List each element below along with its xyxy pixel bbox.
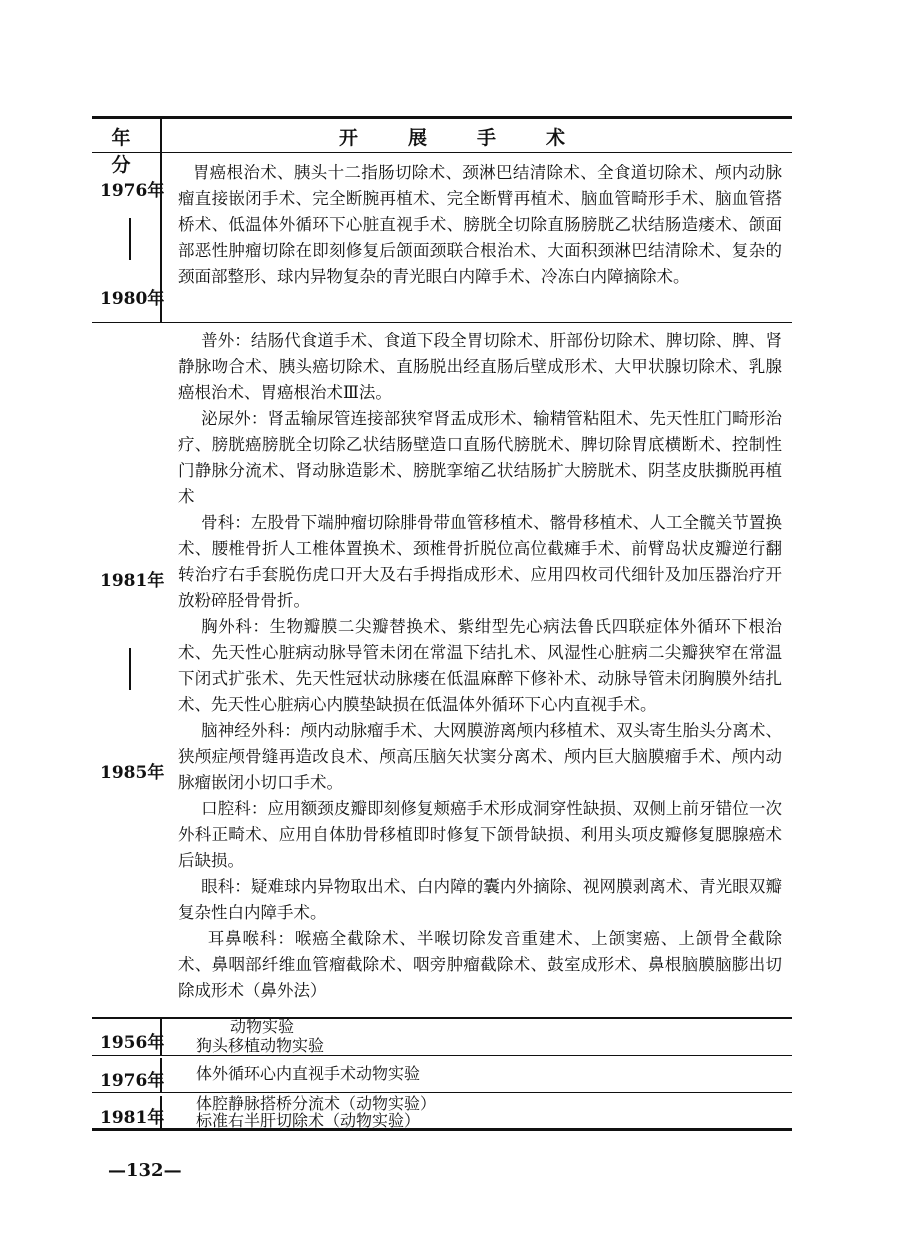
paragraph-stomatology: 口腔科：应用额颈皮瓣即刻修复颊癌手术形成洞穿性缺损、双侧上前牙错位一次外科正畸术、应用自体肋骨移植即时修复下颌骨缺损、利用头项皮瓣修复腮腺癌术后缺损。 <box>178 799 782 870</box>
row1-year-start: 1976年 <box>100 181 165 201</box>
paragraph-general-surgery: 普外：结肠代食道手术、食道下段全胃切除术、肝部份切除术、脾切除、脾、肾静脉吻合术、胰头癌切除术、直肠脱出经直肠后壁成形术、大甲状腺切除术、乳腺癌根治术、胃癌根治术Ⅲ法。 <box>178 331 782 402</box>
paragraph-ophthalmology: 眼科：疑难球内异物取出术、白内障的囊内外摘除、视网膜剥离术、青光眼双瓣复杂性白内障手术。 <box>178 877 782 922</box>
row-divider <box>92 1092 792 1093</box>
header-title: 开展手术 <box>338 127 615 149</box>
row4-year: 1976年 <box>100 1071 165 1091</box>
row5-line: 标准右半肝切除术（动物实验） <box>196 1111 421 1130</box>
header-bottom-rule <box>92 152 792 153</box>
row3-line: 狗头移植动物实验 <box>196 1036 325 1055</box>
paragraph-urology: 泌尿外：肾盂输尿管连接部狭窄肾盂成形术、输精管粘阻术、先天性肛门畸形治疗、膀胱癌膀胱全切除乙状结肠壁造口直肠代膀胱术、脾切除胃底横断术、控制性门静脉分流术、肾动脉造影术、膀胱挛缩乙状结肠扩大膀胱术、阴茎皮肤撕脱再植术 <box>178 409 782 506</box>
row1-paragraph: 胃癌根治术、胰头十二指肠切除术、颈淋巴结清除术、全食道切除术、颅内动脉瘤直接嵌闭手术、完全断腕再植术、完全断臂再植术、脑血管畸形手术、脑血管搭桥术、低温体外循环下心脏直视手术、膀胱全切除直肠膀胱乙状结肠造瘘术、颌面部恶性肿瘤切除在即刻修复后颌面颈联合根治术、大面积颈淋巴结清除术、复杂的颈面部整形、球内异物复杂的青光眼白内障手术、冷冻白内障摘除术。 <box>178 163 782 286</box>
row2-content <box>178 328 782 1004</box>
year-range-bar <box>129 648 131 690</box>
paragraph-ent: 耳鼻喉科：喉癌全截除术、半喉切除发音重建术、上颌窦癌、上颌骨全截除术、鼻咽部纤维血管瘤截除术、咽旁肿瘤截除术、鼓室成形术、鼻根脑膜脑膨出切除成形术（鼻外法） <box>178 929 782 1000</box>
year-range-bar <box>129 218 131 260</box>
row5-year: 1981年 <box>100 1108 165 1128</box>
paragraph-neurosurgery: 脑神经外科：颅内动脉瘤手术、大网膜游离颅内移植术、双头寄生胎头分离术、狭颅症颅骨缝再造改良术、颅高压脑矢状窦分离术、颅内巨大脑膜瘤手术、颅内动脉瘤嵌闭小切口手术。 <box>178 721 782 792</box>
row-divider <box>92 322 792 323</box>
row1-content <box>178 160 782 290</box>
paragraph-orthopedics: 骨科：左股骨下端肿瘤切除腓骨带血管移植术、髂骨移植术、人工全髋关节置换术、腰椎骨折人工椎体置换术、颈椎骨折脱位高位截瘫手术、前臂岛状皮瓣逆行翻转治疗右手套脱伤虎口开大及右手拇指成形术、应用四枚司代细针及加压器治疗开放粉碎胫骨骨折。 <box>178 513 782 610</box>
row5-line: 体腔静脉搭桥分流术（动物实验） <box>196 1094 437 1113</box>
page-number: —132— <box>108 1160 182 1181</box>
row2-year-start: 1981年 <box>100 571 165 591</box>
row-divider <box>92 1017 792 1019</box>
row1-year-end: 1980年 <box>100 289 165 309</box>
row2-year-end: 1985年 <box>100 763 165 783</box>
header-year: 年分 <box>111 127 145 176</box>
table-top-rule <box>92 116 792 119</box>
row4-line: 体外循环心内直视手术动物实验 <box>196 1064 421 1083</box>
row3-line: 动物实验 <box>230 1017 295 1036</box>
row3-year: 1956年 <box>100 1033 165 1053</box>
paragraph-thoracic-surgery: 胸外科：生物瓣膜二尖瓣替换术、紫绀型先心病法鲁氏四联症体外循环下根治术、先天性心脏病动脉导管未闭在常温下结扎术、风湿性心脏病二尖瓣狭窄在常温下闭式扩张术、先天性冠状动脉瘘在低温麻醉下修补术、动脉导管未闭胸膜外结扎术、先天性心脏病心内膜垫缺损在低温体外循环下心内直视手术。 <box>178 617 782 714</box>
